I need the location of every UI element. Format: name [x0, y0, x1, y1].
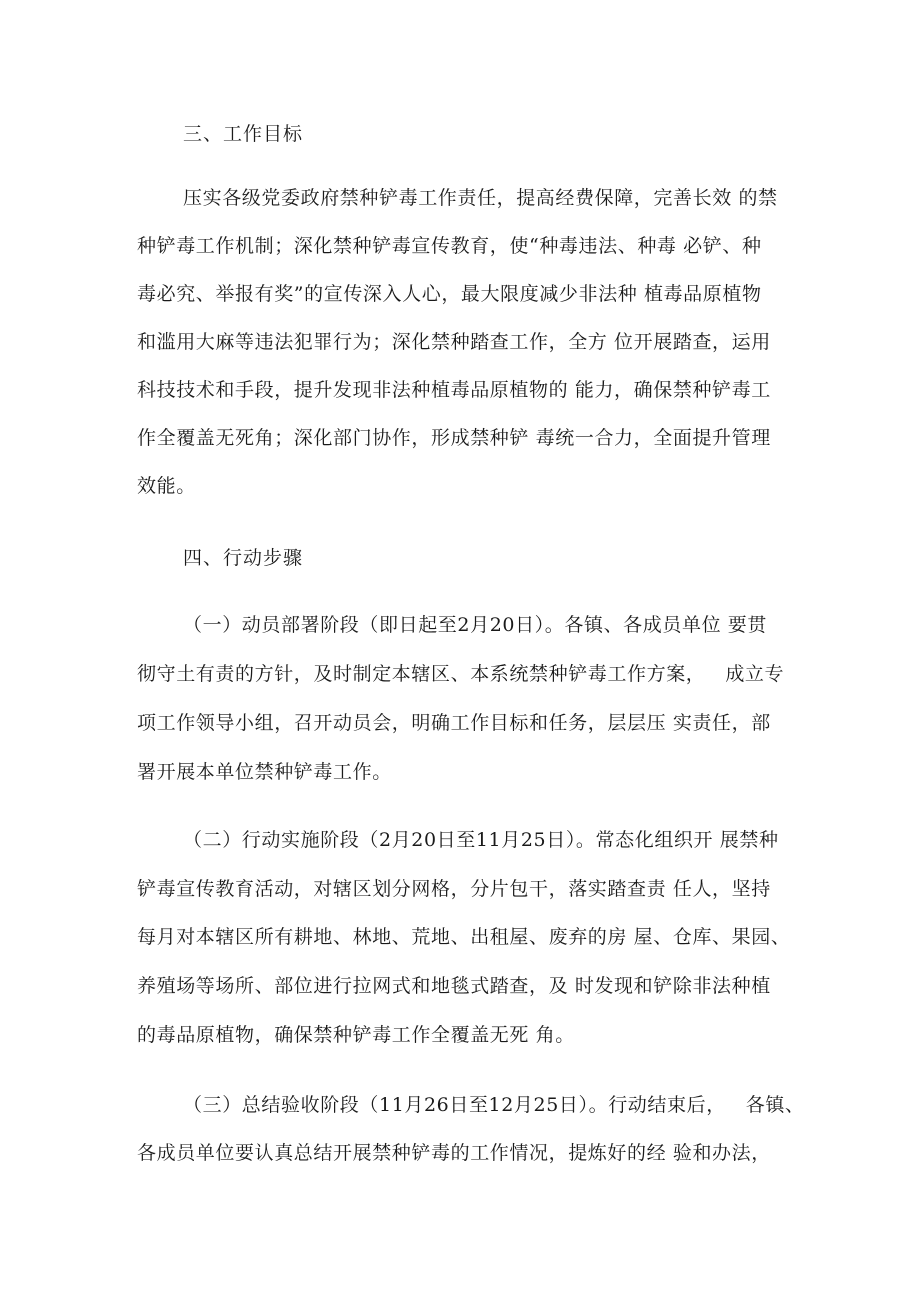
section-heading-work-goals: 三、工作目标: [183, 123, 304, 145]
paragraph-line: 项工作领导小组，召开动员会，明确工作目标和任务，层层压 实责任，部: [137, 712, 771, 734]
paragraph-line: 彻守土有责的方针，及时制定本辖区、本系统禁种铲毒工作方案， 成立专: [137, 663, 785, 685]
paragraph-line: 各成员单位要认真总结开展禁种铲毒的工作情况，提炼好的经 验和办法，: [137, 1142, 771, 1164]
paragraph-line: 压实各级党委政府禁种铲毒工作责任，提高经费保障，完善长效 的禁: [183, 187, 778, 209]
paragraph-line: 毒必究、举报有奖”的宣传深入人心，最大限度减少非法种 植毒品原植物: [137, 283, 762, 305]
paragraph-line: （三）总结验收阶段（11月26日至12月25日）。行动结束后， 各镇、: [183, 1094, 805, 1116]
paragraph-line: 种铲毒工作机制；深化禁种铲毒宣传教育，使“种毒违法、种毒 必铲、种: [137, 235, 762, 257]
paragraph-line: 署开展本单位禁种铲毒工作。: [137, 761, 392, 783]
paragraph-line: 每月对本辖区所有耕地、林地、荒地、出租屋、废弃的房 屋、仓库、果园、: [137, 926, 791, 948]
paragraph-line: （一）动员部署阶段（即日起至2月20日）。各镇、各成员单位 要贯: [183, 614, 768, 636]
paragraph-line: （二）行动实施阶段（2月20日至11月25日）。常态化组织开 展禁种: [183, 829, 779, 851]
paragraph-line: 铲毒宣传教育活动，对辖区划分网格，分片包干，落实踏查责 任人，坚持: [137, 878, 771, 900]
paragraph-line: 效能。: [137, 475, 196, 497]
paragraph-line: 科技技术和手段，提升发现非法种植毒品原植物的 能力，确保禁种铲毒工: [137, 379, 771, 401]
paragraph-line: 养殖场等场所、部位进行拉网式和地毯式踏查，及 时发现和铲除非法种植: [137, 975, 771, 997]
section-heading-action-steps: 四、行动步骤: [183, 547, 304, 569]
paragraph-line: 作全覆盖无死角；深化部门协作，形成禁种铲 毒统一合力，全面提升管理: [137, 427, 771, 449]
paragraph-line: 和滥用大麻等违法犯罪行为；深化禁种踏查工作，全方 位开展踏查，运用: [137, 331, 771, 353]
paragraph-line: 的毒品原植物，确保禁种铲毒工作全覆盖无死 角。: [137, 1024, 575, 1046]
